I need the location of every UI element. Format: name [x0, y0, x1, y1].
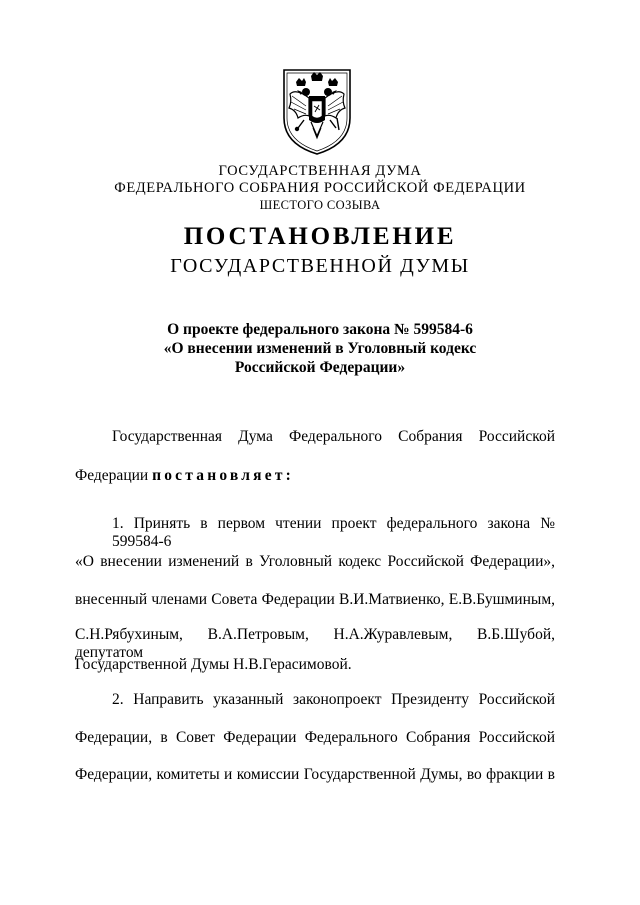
preamble-line-1: Государственная Дума Федерального Собрания Российской	[112, 428, 555, 445]
item1-line-4: С.Н.Рябухиным, В.А.Петровым, Н.А.Журавлевым, В.Б.Шубой, депутатом	[75, 626, 555, 661]
subject-line-3: Российской Федерации»	[234, 359, 406, 376]
item2-line-3: Федерации, комитеты и комиссии Государственной Думы, во фракции в	[75, 766, 555, 783]
preamble-line-2	[75, 467, 555, 485]
document-issuer-title: ГОСУДАРСТВЕННОЙ ДУМЫ	[170, 255, 470, 277]
item1-line-1: 1. Принять в первом чтении проект федерального закона № 599584-6	[112, 515, 555, 550]
preamble-line-2-start: Федерации	[75, 467, 149, 484]
resolve-verb: постановляет:	[152, 467, 294, 484]
item2-line-1: 2. Направить указанный законопроект Президенту Российской	[112, 691, 555, 708]
header-line-2: ФЕДЕРАЛЬНОГО СОБРАНИЯ РОССИЙСКОЙ ФЕДЕРАЦИИ	[114, 180, 526, 196]
header-line-1: ГОСУДАРСТВЕННАЯ ДУМА	[218, 163, 422, 179]
document-type-title: ПОСТАНОВЛЕНИЕ	[183, 223, 457, 250]
item1-line-3: внесенный членами Совета Федерации В.И.Матвиенко, Е.В.Бушминым,	[75, 591, 555, 608]
subject-line-2: «О внесении изменений в Уголовный кодекс	[163, 340, 477, 357]
item2-line-2: Федерации, в Совет Федерации Федерального Собрания Российской	[75, 729, 555, 746]
coat-of-arms-icon	[276, 66, 358, 156]
subject-line-1: О проекте федерального закона № 599584-6	[167, 321, 473, 338]
header-line-3: ШЕСТОГО СОЗЫВА	[259, 198, 381, 212]
item1-line-5: Государственной Думы Н.В.Герасимовой.	[75, 656, 352, 673]
item1-line-2: «О внесении изменений в Уголовный кодекс Российской Федерации»,	[75, 553, 555, 570]
